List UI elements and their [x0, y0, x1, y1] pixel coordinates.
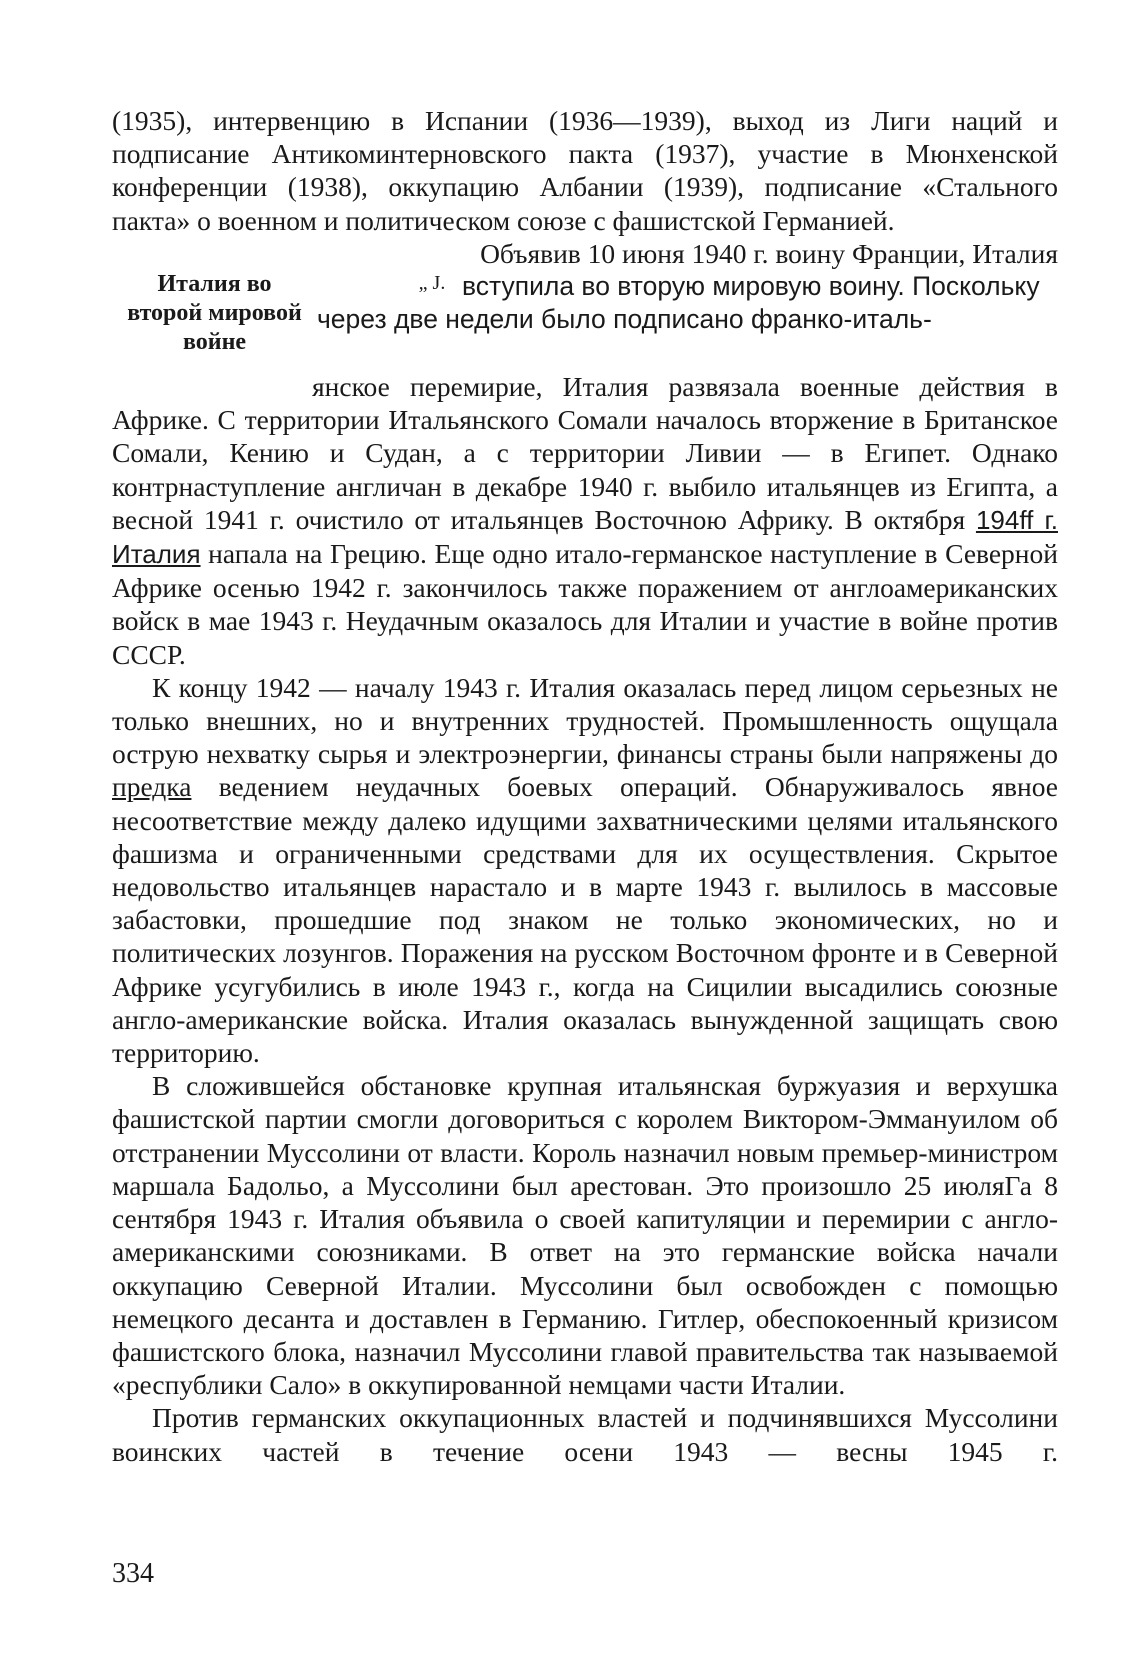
side-text-line-1: вступила во вторую мировую воину. Поскольку	[462, 271, 1040, 302]
paragraph-2-text-a: Африке. С территории Итальянского Сомали началось вторжение в Британское Сомали, Кению и Судан, а с территории Ливии — в Египет. Однако контрнаступление англичан в декабре 1940 г. выбило итальянцев из Египта, а весной 1941 г. очистило от итальянцев Восточною Африку. В октября	[112, 404, 1058, 535]
marginal-heading-block	[112, 270, 1058, 370]
paragraph-2-ocr-fragment: 194ff г. Италия	[112, 504, 1058, 570]
sidebar-heading	[112, 270, 317, 357]
paragraph-3-text-b: ведением неудачных боевых операций. Обнаруживалось явное несоответствие между далеко идущими захватническими целями итальянского фашизма и ограниченными средствами для их осуществления. Скрытое недовольство итальянцев нарастало и в марте 1943 г. вылилось в массовые забастовки, прошедшие под знаком не только экономических, но и политических лозунгов. Поражения на русском Восточном фронте и в Северной Африке усугубились в июле 1943 г., когда на Сицилии высадились союзные англо-американские войска. Италия оказалась вынужденной защищать свою территорию.	[112, 771, 1058, 1069]
paragraph-1: (1935), интервенцию в Испании (1936—1939), выход из Лиги наций и подписание Антикоминтерновского пакта (1937), участие в Мюнхенской конференции (1938), оккупацию Албании (1939), подписание «Стального пакта» о военном и политическом союзе с фашистской Германией.	[112, 105, 1058, 236]
paragraph-2-text-b: напала на Грецию. Еще одно итало-германское наступление в Северной Африке осенью 1942 г. закончилось также поражением от англоамериканских войск в мае 1943 г. Неудачным оказалось для Италии и участие в войне против СССР.	[112, 538, 1058, 670]
ocr-artifact-mark: „ J.	[418, 272, 446, 295]
side-text-line-2: через две недели было подписано франко-италь-	[317, 304, 932, 335]
paragraph-5: Против германских оккупационных властей и подчинявшихся Муссолини воинских частей в течение осени 1943 — весны 1945 г.	[112, 1402, 1058, 1467]
paragraph-2-line-4: янское перемирие, Италия развязала военные действия в	[312, 371, 1058, 403]
paragraph-4: В сложившейся обстановке крупная итальянская буржуазия и верхушка фашистской партии смогли договориться с королем Виктором-Эммануилом об отстранении Муссолини от власти. Король назначил новым премьер-министром маршала Бадольо, а Муссолини был арестован. Это произошло 25 июляГа 8 сентября 1943 г. Италия объявила о своей капитуляции и перемирии с англо-американскими союзниками. В ответ на это германские войска начали оккупацию Северной Италии. Муссолини был освобожден с помощью немецкого десанта и доставлен в Германию. Гитлер, обеспокоенный кризисом фашистского блока, назначил Муссолини главой правительства так называемой «республики Сало» в оккупированной немцами части Италии.	[112, 1070, 1058, 1401]
paragraph-2-continuation	[112, 403, 1058, 671]
paragraph-2-indented-line	[112, 370, 1058, 403]
sidebar-heading-line-2: второй мировой	[127, 300, 302, 327]
paragraph-3-underlined-word: предка	[112, 771, 192, 803]
page-body	[112, 104, 1058, 1468]
sidebar-heading-line-1: Италия во	[157, 271, 272, 298]
paragraph-3-text-a: К концу 1942 — началу 1943 г. Италия оказалась перед лицом серьезных не только внешних, но и внутренних трудностей. Промышленность ощущала острую нехватку сырья и электроэнергии, финансы страны были напряжены до	[112, 671, 1058, 770]
page-number: 334	[112, 1558, 154, 1589]
paragraph-2-first-line: Объявив 10 июня 1940 г. воину Франции, Италия	[480, 237, 1058, 269]
sidebar-heading-line-3: войне	[182, 329, 247, 356]
paragraph-3	[112, 671, 1058, 1069]
